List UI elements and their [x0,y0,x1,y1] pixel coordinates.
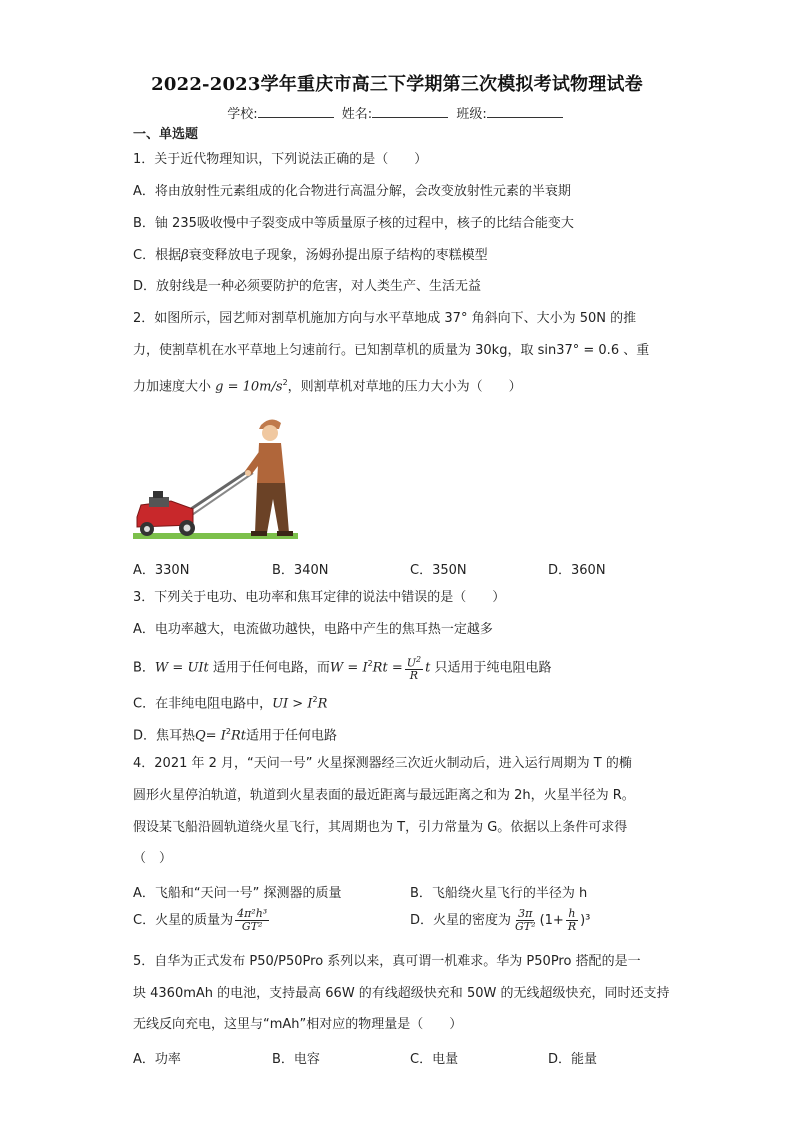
class-label: 班级: [456,107,487,122]
q5-option-b: B．电容 [272,1052,320,1067]
q4-stem-line1: 4．2021 年 2 月，“天问一号” 火星探测器经三次近火制动后，进入运行周期为 T 的椭 [133,756,632,771]
q2-option-a: A．330N [133,563,190,578]
q4-option-a: A．飞船和“天问一号” 探测器的质量 [133,886,342,901]
q2-option-b: B．340N [272,563,329,578]
name-label: 姓名: [341,107,373,122]
beta-symbol: β [181,248,189,263]
fraction-h-over-r: $\frac{h}{R}$ [567,907,577,933]
q2-line3-prefix: 力加速度大小 [133,379,212,395]
formula-w-i2rt: W = I [329,660,368,676]
formula-w-uit: W = UIt [154,660,209,676]
q4-stem-line3: 假设某飞船沿圆轨道绕火星飞行，其周期也为 T，引力常量为 G。依据以上条件可求得 [133,820,628,835]
formula-q-i2rt: Q= I [195,728,226,744]
mower-handle [185,469,251,513]
page-title: 2022-2023学年重庆市高三下学期第三次模拟考试物理试卷 [151,74,643,95]
class-blank[interactable] [487,105,563,118]
q3-stem: 3．下列关于电功、电功率和焦耳定律的说法中错误的是（ ） [133,590,506,605]
q3-option-d: D．焦耳热$Q= I^2Rt$适用于任何电路 [133,727,337,744]
student-info-row [0,103,794,122]
q2-stem-line3: 力加速度大小 $g = 10m/s^2$，则割草机对草地的压力大小为（ ） [133,378,522,395]
q5-option-d: D．能量 [548,1052,598,1067]
q3-option-c: C．在非纯电阻电路中，UI > $I^2R$ [133,695,328,712]
gardener-head [262,425,278,441]
q5-stem-line2: 块 4360mAh 的电池，支持最高 66W 的有线超级快充和 50W 的无线超级快充，同时还支持 [133,986,670,1001]
q4-stem-line2: 圆形火星停泊轨道，轨道到火星表面的最近距离与最远距离之和为 2h，火星半径为 R。 [133,788,635,803]
q5-stem-line3: 无线反向充电，这里与“mAh”相对应的物理量是（ ） [133,1017,463,1032]
school-label: 学校: [227,107,258,122]
q2-stem-line2: 力，使割草机在水平草地上匀速前行。已知割草机的质量为 30kg，取 sin37° = 0.6 、重 [133,343,650,358]
fraction-u2-over-r: $\frac{U^2}{R}$ [406,654,422,683]
q2-option-c: C．350N [410,563,467,578]
q4-option-d: D．火星的密度为 $\frac{3\pi}{\text{GT²}}$ (1+ $\frac{h}{R}$ )³ [410,907,591,933]
q3-b-text: 适用于任何电路，而 [212,660,330,676]
q4-stem-line4: （ ） [133,851,173,866]
q3-b-prefix: B． [133,660,155,676]
gardener-trousers [255,483,289,533]
q1-option-a: A．将由放射性元素组成的化合物进行高温分解，会改变放射性元素的半衰期 [133,184,571,199]
q3-option-a: A．电功率越大，电流做功越快，电路中产生的焦耳热一定越多 [133,622,493,637]
gravity-formula: g = 10m/s [215,379,283,395]
q1-option-b: B．铀 235吸收慢中子裂变成中等质量原子核的过程中，核子的比结合能变大 [133,216,574,231]
grass-strip [133,533,298,539]
q1-c-text: 衰变释放电子现象，汤姆孙提出原子结构的枣糕模型 [188,248,488,263]
q4-option-c: C．火星的质量为 $\frac{\text{4π²h³}}{\text{GT²}}$ [133,907,268,933]
q5-option-c: C．电量 [410,1052,459,1067]
fraction-mass: $\frac{\text{4π²h³}}{\text{GT²}}$ [237,907,268,933]
mower-engine [149,497,169,507]
formula-ui-gt-i2r: UI > I [272,696,313,712]
section-heading: 一、单选题 [133,127,199,142]
q1-option-d: D．放射线是一种必须要防护的危害，对人类生产、生活无益 [133,279,482,294]
gardener-shirt [257,443,285,485]
q1-stem: 1．关于近代物理知识，下列说法正确的是（ ） [133,152,428,167]
q2-stem-line1: 2．如图所示，园艺师对割草机施加方向与水平草地成 37° 角斜向下、大小为 50N 的推 [133,311,637,326]
fraction-density: $\frac{3\pi}{\text{GT²}}$ [515,907,536,933]
q5-stem-line1: 5．自华为正式发布 P50/P50Pro 系列以来，真可谓一机难求。华为 P50Pro 搭配的是一 [133,954,641,969]
q1-option-c [133,248,488,264]
q3-b-suffix: 只适用于纯电阻电路 [434,660,552,676]
q2-option-d: D．360N [548,563,606,578]
school-blank[interactable] [258,105,334,118]
q4-option-b: B．飞船绕火星飞行的半径为 h [410,886,588,901]
q3-option-b: B．W = UIt 适用于任何电路，而$W = I^2Rt$ = $\frac{U^2}{R}$ t 只适用于纯电阻电路 [133,654,552,683]
q2-line3-suffix: ，则割草机对草地的压力大小为（ ） [287,379,522,395]
q5-option-a: A．功率 [133,1052,181,1067]
q1-c-prefix: C．根据 [133,248,182,263]
lawnmower-gardener-figure [133,405,298,545]
name-blank[interactable] [372,105,448,118]
